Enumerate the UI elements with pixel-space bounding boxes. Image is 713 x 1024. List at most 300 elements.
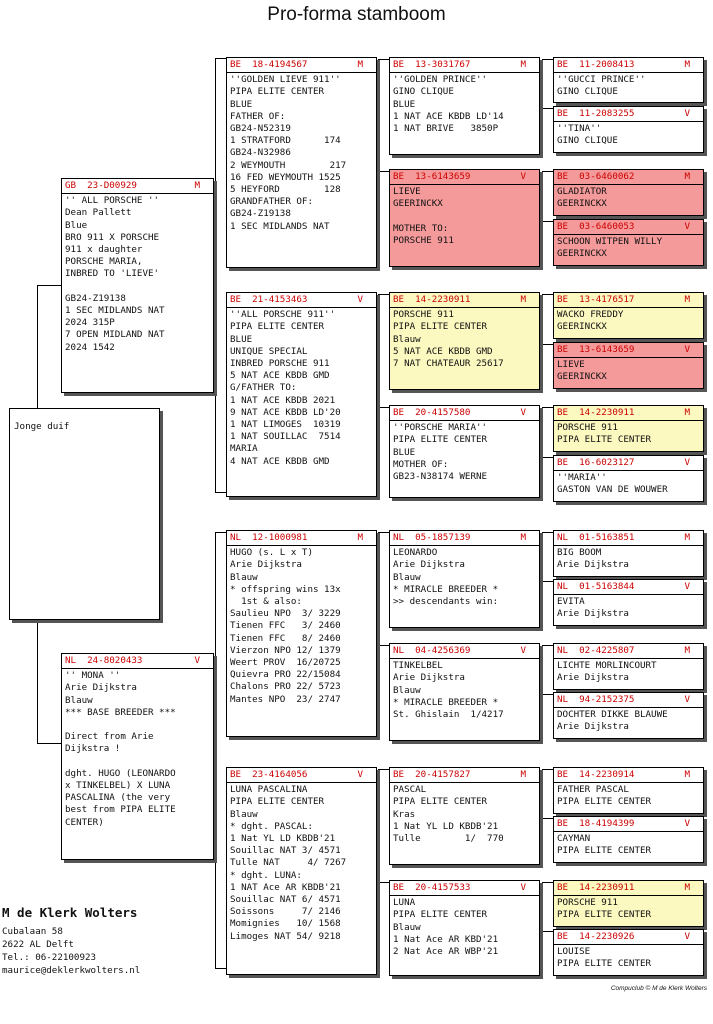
connector-line (37, 285, 61, 286)
pigeon-info-line: FATHER PASCAL (557, 784, 629, 796)
connector-line (542, 171, 543, 221)
connector-line (215, 532, 226, 533)
header-divider (554, 831, 703, 832)
pigeon-info-line: Blauw (230, 808, 258, 820)
pigeon-info-line: EVITA (557, 596, 585, 608)
connector-line (378, 407, 389, 408)
pigeon-info-line: ''GOLDEN PRINCE'' (393, 74, 488, 86)
header-divider (390, 658, 539, 659)
pedigree-box-mffm (553, 579, 704, 626)
pigeon-info-line: best from PIPA ELITE (65, 804, 176, 816)
pedigree-box-ffmm (553, 219, 704, 266)
connector-line (542, 108, 553, 109)
connector-line (542, 769, 553, 770)
ring-number: BE 16-6023127 (557, 457, 635, 468)
pigeon-info-line: GLADIATOR (557, 186, 607, 198)
pigeon-info-line: 5 NAT ACE KBDB GMD (393, 345, 493, 357)
pedigree-box-mf (226, 530, 377, 737)
connector-line (378, 645, 389, 646)
pigeon-info-line: PIPA ELITE CENTER (557, 845, 652, 857)
header-divider (554, 782, 703, 783)
pigeon-info-line: Arie Dijkstra (557, 608, 629, 620)
connector-line (542, 59, 553, 60)
pigeon-info-line: BLUE (230, 98, 253, 110)
connector-line (542, 294, 553, 295)
pedigree-box-mmf (389, 767, 540, 865)
pigeon-info-line: PIPA ELITE CENTER (557, 434, 652, 446)
pigeon-info-line: 1 SEC MIDLANDS NAT (230, 220, 330, 232)
pigeon-info-line: PIPA ELITE CENTER (393, 321, 488, 333)
ring-number: BE 20-4157580 (393, 407, 471, 418)
connector-line (378, 59, 389, 60)
pigeon-header (557, 694, 700, 706)
pigeon-info-line: CAYMAN (557, 833, 591, 845)
pigeon-header (230, 532, 373, 544)
ring-number: BE 03-6460053 (557, 221, 635, 232)
pigeon-info-line: 1 NAT LIMOGES 10319 (230, 419, 341, 431)
pigeon-info-line: PIPA ELITE CENTER (557, 796, 652, 808)
pigeon-info-line: 911 x daughter (65, 244, 143, 256)
connector-line (542, 931, 553, 932)
pedigree-box-ffmf (553, 169, 704, 216)
sex-marker: M (357, 532, 363, 543)
header-divider (554, 121, 703, 122)
ring-number: GB 23-D00929 (65, 180, 137, 191)
pigeon-info-line: Mantes NPO 23/ 2747 (230, 693, 341, 705)
pigeon-header (65, 655, 210, 667)
pigeon-info-line: LIEVE (557, 359, 585, 371)
pigeon-info-line: PIPA ELITE CENTER (557, 958, 652, 970)
pigeon-info-line: St. Ghislain 1/4217 (393, 709, 504, 721)
ring-number: NL 24-8020433 (65, 655, 143, 666)
pigeon-info-line: 1 NAT SOUILLAC 7514 (230, 431, 341, 443)
connector-line (542, 59, 543, 108)
header-divider (227, 782, 376, 783)
pigeon-info-line: Direct from Arie (65, 731, 154, 743)
header-divider (62, 193, 213, 194)
pedigree-box-mfff (553, 530, 704, 577)
pigeon-info-line: GEERINCKX (393, 198, 443, 210)
ring-number: BE 13-4176517 (557, 294, 635, 305)
sex-marker: M (684, 532, 690, 543)
pigeon-info-line: dght. HUGO (LEONARDO (65, 767, 176, 779)
pedigree-box-mfmf (553, 643, 704, 690)
pigeon-info-line: ''MARIA'' (557, 472, 607, 484)
pedigree-box-mmm (389, 880, 540, 976)
pigeon-header (393, 59, 536, 71)
pedigree-box-father (61, 178, 214, 393)
sex-marker: V (684, 581, 690, 592)
pigeon-info-line: PORSCHE MARIA, (65, 256, 143, 268)
sex-marker: V (520, 171, 526, 182)
pigeon-info-line: GB23-N38174 WERNE (393, 471, 488, 483)
pedigree-box-mmff (553, 767, 704, 814)
pigeon-info-line: '' MONA '' (65, 670, 121, 682)
pigeon-info-line: x TINKELBEL) X LUNA (65, 780, 171, 792)
connector-line (378, 294, 379, 407)
header-divider (390, 420, 539, 421)
pigeon-header (557, 59, 700, 71)
owner-postcode: 2622 AL Delft (2, 939, 74, 950)
pigeon-info-line (65, 719, 210, 731)
pigeon-info-line: Dijkstra ! (65, 743, 121, 755)
sex-marker: V (684, 457, 690, 468)
pigeon-info-line: GEERINCKX (557, 198, 607, 210)
sex-marker: M (684, 171, 690, 182)
pigeon-info-line: PIPA ELITE CENTER (557, 909, 652, 921)
pigeon-header (557, 645, 700, 657)
pigeon-header (65, 180, 210, 192)
pigeon-info-line: PIPA ELITE CENTER (393, 434, 488, 446)
pigeon-info-line: GINO CLIQUE (393, 86, 454, 98)
sex-marker: V (520, 407, 526, 418)
pigeon-header (557, 108, 700, 120)
ring-number: NL 04-4256369 (393, 645, 471, 656)
connector-line (542, 407, 553, 408)
sex-marker: V (684, 694, 690, 705)
pigeon-info-line: Chalons PRO 22/ 5723 (230, 681, 341, 693)
pigeon-info-line: Souillac NAT 6/ 4571 (230, 894, 341, 906)
connector-line (542, 769, 543, 818)
pigeon-info-line: Soissons 7/ 2146 (230, 906, 341, 918)
header-divider (390, 184, 539, 185)
header-divider (554, 234, 703, 235)
ring-number: NL 05-1857139 (393, 532, 471, 543)
pigeon-info-line: LUNA PASCALINA (230, 784, 308, 796)
ring-number: NL 02-4225807 (557, 645, 635, 656)
pigeon-info-line: 1st & also: (230, 596, 302, 608)
header-divider (390, 307, 539, 308)
pigeon-info-line: BLUE (230, 333, 253, 345)
sex-marker: M (684, 769, 690, 780)
pigeon-info-line: 4 NAT ACE KBDB GMD (230, 455, 330, 467)
pedigree-box-fm (226, 292, 377, 497)
connector-line (542, 407, 543, 457)
pigeon-info-line: FATHER OF: (230, 110, 286, 122)
ring-number: NL 01-5163844 (557, 581, 635, 592)
pigeon-info-line: Tulle NAT 4/ 7267 (230, 857, 347, 869)
pigeon-info-line: PIPA ELITE CENTER (230, 86, 325, 98)
pigeon-info-line: 2 Nat Ace AR WBP'21 (393, 946, 499, 958)
sex-marker: M (684, 407, 690, 418)
pedigree-box-mother (61, 653, 214, 860)
pigeon-info-line: 9 NAT ACE KBDB LD'20 (230, 406, 341, 418)
connector-line (542, 532, 543, 581)
pigeon-info-line: TINKELBEL (393, 660, 443, 672)
pigeon-header (230, 294, 373, 306)
pigeon-info-line: PIPA ELITE CENTER (393, 796, 488, 808)
ring-number: BE 14-2230914 (557, 769, 635, 780)
pigeon-info-line: 7 NAT CHATEAUR 25617 (393, 358, 504, 370)
pigeon-header (393, 645, 536, 657)
sex-marker: V (194, 655, 200, 666)
ring-number: BE 20-4157827 (393, 769, 471, 780)
pigeon-info-line: Tienen FFC 3/ 2460 (230, 620, 341, 632)
pigeon-info-line: ''GOLDEN LIEVE 911'' (230, 74, 341, 86)
pigeon-info-line: 2 WEYMOUTH 217 (230, 159, 347, 171)
header-divider (227, 307, 376, 308)
connector-line (378, 769, 379, 882)
pigeon-info-line: * offspring wins 13x (230, 583, 341, 595)
pigeon-header (557, 931, 700, 943)
pigeon-info-line: BLUE (393, 98, 416, 110)
pigeon-info-line: Vierzon NPO 12/ 1379 (230, 644, 341, 656)
owner-phone: Tel.: 06-22100923 (2, 952, 97, 963)
pigeon-info-line: Souillac NAT 3/ 4571 (230, 845, 341, 857)
ring-number: BE 13-3031767 (393, 59, 471, 70)
connector-line (542, 694, 553, 695)
ring-number: BE 11-2083255 (557, 108, 635, 119)
sex-marker: M (520, 294, 526, 305)
pigeon-info-line: Blauw (393, 684, 421, 696)
pedigree-box-fmmf (553, 405, 704, 452)
pigeon-header (557, 457, 700, 469)
sex-marker: V (357, 294, 363, 305)
pigeon-header (230, 769, 373, 781)
owner-email: maurice@deklerkwolters.nl (2, 965, 141, 976)
pigeon-header (557, 344, 700, 356)
subject-box (9, 408, 160, 620)
pigeon-header (557, 818, 700, 830)
pigeon-header (557, 769, 700, 781)
sex-marker: M (684, 294, 690, 305)
header-divider (62, 668, 213, 669)
header-divider (554, 658, 703, 659)
pigeon-info-line: 16 FED WEYMOUTH 1525 (230, 171, 341, 183)
pigeon-info-line: 1 Nat YL LD KBDB'21 (393, 820, 499, 832)
ring-number: BE 14-2230911 (557, 882, 635, 893)
pigeon-info-line: Blauw (393, 333, 421, 345)
pigeon-info-line: 7 OPEN MIDLAND NAT (65, 329, 165, 341)
pigeon-info-line: PASCAL (393, 784, 427, 796)
connector-line (542, 344, 553, 345)
sex-marker: V (520, 645, 526, 656)
header-divider (227, 545, 376, 546)
header-divider (390, 545, 539, 546)
pigeon-info-line: LICHTE MORLINCOURT (557, 660, 657, 672)
sex-marker: M (520, 532, 526, 543)
sex-marker: V (684, 818, 690, 829)
pigeon-info-line: * dght. LUNA: (230, 869, 302, 881)
pigeon-info-line: LOUISE (557, 946, 591, 958)
sex-marker: M (194, 180, 200, 191)
pigeon-info-line: GEERINCKX (557, 248, 607, 260)
pigeon-info-line: DOCHTER DIKKE BLAUWE (557, 709, 668, 721)
connector-line (542, 818, 553, 819)
pigeon-info-line: Kras (393, 808, 416, 820)
pigeon-info-line: INBRED PORSCHE 911 (230, 358, 330, 370)
pigeon-header (393, 769, 536, 781)
pigeon-info-line: ''GUCCI PRINCE'' (557, 74, 646, 86)
pigeon-info-line: 1 STRATFORD 174 (230, 135, 341, 147)
pigeon-info-line: LUNA (393, 897, 416, 909)
pigeon-info-line: Tienen FFC 8/ 2460 (230, 632, 341, 644)
pigeon-header (557, 532, 700, 544)
header-divider (554, 470, 703, 471)
pigeon-info-line (65, 281, 210, 293)
connector-line (378, 171, 389, 172)
pigeon-info-line: Dean Pallett (65, 207, 132, 219)
pigeon-info-line: MARIA (230, 443, 258, 455)
pigeon-header (557, 882, 700, 894)
pigeon-info-line: 2024 315P (65, 317, 115, 329)
pedigree-box-fmfm (553, 342, 704, 389)
sex-marker: V (684, 344, 690, 355)
pigeon-info-line: MOTHER TO: (393, 222, 449, 234)
pigeon-info-line: LEONARDO (393, 547, 438, 559)
pigeon-info-line: GB24-Z19138 (65, 292, 126, 304)
pigeon-info-line: 5 HEYFORD 128 (230, 184, 341, 196)
pigeon-info-line: PIPA ELITE CENTER (230, 321, 325, 333)
ring-number: BE 23-4164056 (230, 769, 308, 780)
pigeon-info-line: 1 NAT ACE KBDB 2021 (230, 394, 336, 406)
pigeon-info-line: Arie Dijkstra (393, 559, 465, 571)
header-divider (390, 895, 539, 896)
pigeon-info-line: 1 SEC MIDLANDS NAT (65, 305, 165, 317)
header-divider (554, 184, 703, 185)
pigeon-info-line: Momignies 10/ 1568 (230, 918, 341, 930)
pigeon-info-line: * dght. PASCAL: (230, 820, 313, 832)
pigeon-info-line: 5 NAT ACE KBDB GMD (230, 370, 330, 382)
header-divider (227, 72, 376, 73)
pigeon-info-line: BLUE (393, 446, 416, 458)
header-divider (554, 944, 703, 945)
connector-line (378, 59, 379, 171)
pigeon-info-line: G/FATHER TO: (230, 382, 297, 394)
pigeon-info-line: PASCALINA (the very (65, 792, 171, 804)
pigeon-info-line: BIG BOOM (557, 547, 602, 559)
connector-line (378, 294, 389, 295)
ring-number: BE 18-4194567 (230, 59, 308, 70)
ring-number: BE 14-2230911 (393, 294, 471, 305)
header-divider (554, 594, 703, 595)
pigeon-info-line: 1 NAT BRIVE 3850P (393, 123, 499, 135)
pigeon-info-line: GRANDFATHER OF: (230, 196, 313, 208)
ring-number: NL 94-2152375 (557, 694, 635, 705)
pedigree-box-mfmm (553, 692, 704, 739)
pigeon-info-line: Arie Dijkstra (557, 672, 629, 684)
owner-name: M de Klerk Wolters (2, 905, 138, 920)
connector-line (542, 645, 553, 646)
connector-line (37, 620, 38, 743)
sex-marker: V (684, 108, 690, 119)
pigeon-info-line: Arie Dijkstra (230, 559, 302, 571)
ring-number: NL 12-1000981 (230, 532, 308, 543)
pigeon-info-line: BRO 911 X PORSCHE (65, 231, 160, 243)
pedigree-box-fmf (389, 292, 540, 390)
pedigree-box-fmmm (553, 455, 704, 502)
ring-number: BE 03-6460062 (557, 171, 635, 182)
pedigree-box-mmmm (553, 929, 704, 976)
pigeon-info-line (65, 756, 210, 768)
sex-marker: M (684, 882, 690, 893)
pigeon-info-line: >> descendants win: (393, 596, 499, 608)
pigeon-header (393, 882, 536, 894)
pigeon-info-line: Blauw (393, 571, 421, 583)
pigeon-header (393, 171, 536, 183)
pigeon-info-line: Weert PROV 16/20725 (230, 657, 341, 669)
ring-number: BE 14-2230911 (557, 407, 635, 418)
pigeon-info-line: Arie Dijkstra (65, 682, 137, 694)
header-divider (554, 707, 703, 708)
pedigree-box-fff (389, 57, 540, 155)
ring-number: BE 20-4157533 (393, 882, 471, 893)
pigeon-info-line: *** BASE BREEDER *** (65, 706, 176, 718)
connector-line (542, 532, 553, 533)
pigeon-info-line: Blauw (230, 571, 258, 583)
pigeon-header (393, 532, 536, 544)
ring-number: BE 18-4194399 (557, 818, 635, 829)
pigeon-header (557, 581, 700, 593)
pigeon-info-line: 2024 1542 (65, 341, 115, 353)
pigeon-info-line: 1 NAT Ace AR KBDB'21 (230, 881, 341, 893)
header-divider (554, 307, 703, 308)
pigeon-info-line: CENTER) (65, 816, 104, 828)
pigeon-header (557, 171, 700, 183)
ring-number: BE 21-4153463 (230, 294, 308, 305)
header-divider (390, 72, 539, 73)
sex-marker: M (520, 769, 526, 780)
pigeon-info-line: 1 NAT ACE KBDB LD'14 (393, 110, 504, 122)
sex-marker: M (684, 59, 690, 70)
pedigree-box-fffm (553, 106, 704, 153)
ring-number: BE 13-6143659 (557, 344, 635, 355)
sex-marker: M (684, 645, 690, 656)
pigeon-info-line: GINO CLIQUE (557, 86, 618, 98)
pigeon-info-line: PIPA ELITE CENTER (393, 909, 488, 921)
sex-marker: V (357, 769, 363, 780)
pigeon-info-line: INBRED TO 'LIEVE' (65, 268, 160, 280)
pigeon-info-line: GB24-N32986 (230, 147, 291, 159)
pedigree-box-mmfm (553, 816, 704, 863)
pigeon-info-line: PORSCHE 911 (557, 422, 618, 434)
owner-address: Cubalaan 58 (2, 926, 63, 937)
header-divider (554, 545, 703, 546)
connector-line (215, 532, 216, 969)
connector-line (378, 532, 389, 533)
ring-number: BE 14-2230926 (557, 931, 635, 942)
header-divider (554, 357, 703, 358)
pigeon-info-line: ''TINA'' (557, 123, 602, 135)
connector-line (542, 171, 553, 172)
pigeon-info-line: 1 Nat Ace AR KBD'21 (393, 933, 499, 945)
connector-line (378, 882, 389, 883)
pigeon-info-line: SCHOON WITPEN WILLY (557, 236, 663, 248)
connector-line (542, 294, 543, 344)
header-divider (554, 420, 703, 421)
pigeon-info-line: GB24-N52319 (230, 123, 291, 135)
connector-line (215, 58, 216, 493)
subject-name: Jonge duif (14, 421, 70, 432)
connector-line (542, 581, 553, 582)
sex-marker: V (684, 221, 690, 232)
pigeon-header (393, 294, 536, 306)
pigeon-info-line: PIPA ELITE CENTER (230, 796, 325, 808)
pigeon-info-line: GB24-Z19138 (230, 208, 291, 220)
pigeon-info-line: Blue (65, 219, 88, 231)
connector-line (37, 285, 38, 408)
ring-number: BE 11-2008413 (557, 59, 635, 70)
pedigree-box-ffm (389, 169, 540, 267)
pigeon-info-line: Tulle 1/ 770 (393, 833, 504, 845)
pigeon-header (393, 407, 536, 419)
pigeon-info-line: PORSCHE 911 (557, 897, 618, 909)
pedigree-box-mfm (389, 643, 540, 741)
pedigree-box-fmm (389, 405, 540, 498)
pigeon-info-line: Limoges NAT 54/ 9218 (230, 930, 341, 942)
pigeon-header (557, 221, 700, 233)
pigeon-info-line: 1 Nat YL LD KBDB'21 (230, 833, 336, 845)
